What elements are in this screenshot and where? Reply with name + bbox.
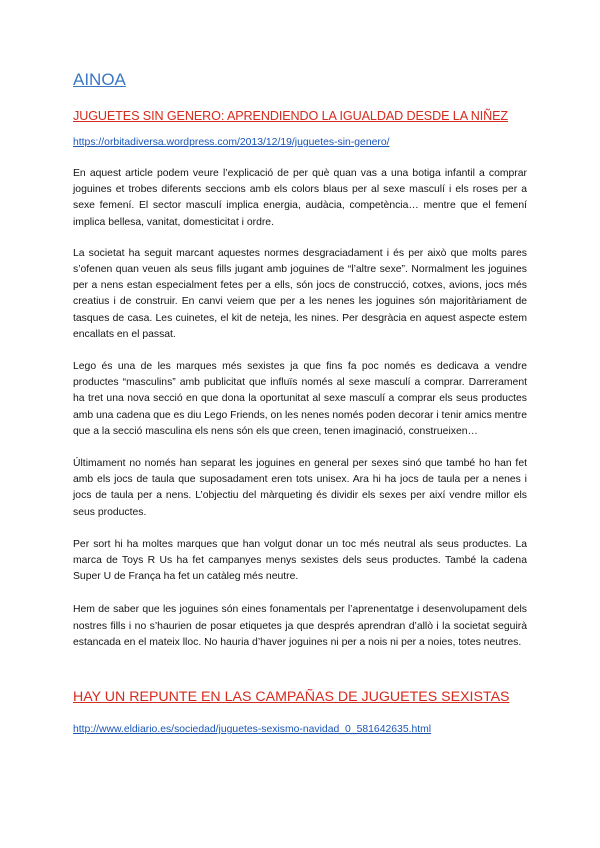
- article-1-paragraph-3: Lego és una de les marques més sexistes ja que fins fa poc només es dedicava a vendre productes “masculins” amb publicitat que influïs només al sexe masculí a comprar. Darrerament ha tret una nova secció en que dona la oportunitat al sexe masculí a comprar els seus productes amb una cadena que es diu Lego Friends, on les nenes només poden decorar i tenir amics mentre que a la secció masculina els nens són els que creen, tenen imaginació, construeixen…: [73, 361, 527, 437]
- article-1-title: JUGUETES SIN GENERO: APRENDIENDO LA IGUALDAD DESDE LA NIÑEZ: [73, 109, 508, 123]
- author-name: AINOA: [73, 70, 126, 89]
- article-1-link[interactable]: https://orbitadiversa.wordpress.com/2013/12/19/juguetes-sin-genero/: [73, 137, 390, 148]
- article-1-paragraph-5: Per sort hi ha moltes marques que han volgut donar un toc més neutral als seus productes. La marca de Toys R Us ha fet campanyes menys sexistes dels seus productes. També la cadena Super U de França ha fet un catàleg més neutre.: [73, 538, 527, 583]
- article-2-title: HAY UN REPUNTE EN LAS CAMPAÑAS DE JUGUETES SEXISTAS: [73, 689, 510, 706]
- article-1-paragraph-1: En aquest article podem veure l’explicació de per què quan vas a una botiga infantil a comprar joguines et trobes diferents seccions amb els colors blaus per al sexe masculí i els roses per a sexe femení. El sector masculí implica energia, audàcia, competència… mentre que el femení implica bellesa, vanitat, domesticitat i ordre.: [73, 168, 527, 228]
- article-1-paragraph-2: La societat ha seguit marcant aquestes normes desgraciadament i és per això que molts pares s’ofenen quan veuen als seus fills jugant amb joguines de “l’altre sexe”. Normalment les joguines per a nens estan especialment fetes per a ells, són jocs de construcció, cotxes, avions, jocs més creatius i de construir. En canvi veiem que per a les nenes les joguines són majoritàriament de tasques de casa. Les cuinetes, el kit de neteja, les nines. Per desgràcia en aquest aspecte estem encallats en el passat.: [73, 247, 527, 340]
- article-1-paragraph-4: Últimament no només han separat les joguines en general per sexes sinó que també ho han fet amb els jocs de taula que suposadament eren tots unisex. Ara hi ha jocs de taula per a nenes i jocs de taula per a nens. L’objectiu del màrqueting és dividir els sexes per així vendre millor els seus productes.: [73, 458, 527, 518]
- document-content: [73, 70, 527, 736]
- article-1-paragraph-6: Hem de saber que les joguines són eines fonamentals per l’aprenentatge i desenvolupament dels nostres fills i no s’haurien de posar etiquetes ja que després aprendran d’allò i la societat seguirà estancada en el mateix lloc. No hauria d’haver joguines ni per a nois ni per a noies, totes neutres.: [73, 604, 527, 648]
- article-2-link[interactable]: http://www.eldiario.es/sociedad/juguetes-sexismo-navidad_0_581642635.html: [73, 724, 432, 736]
